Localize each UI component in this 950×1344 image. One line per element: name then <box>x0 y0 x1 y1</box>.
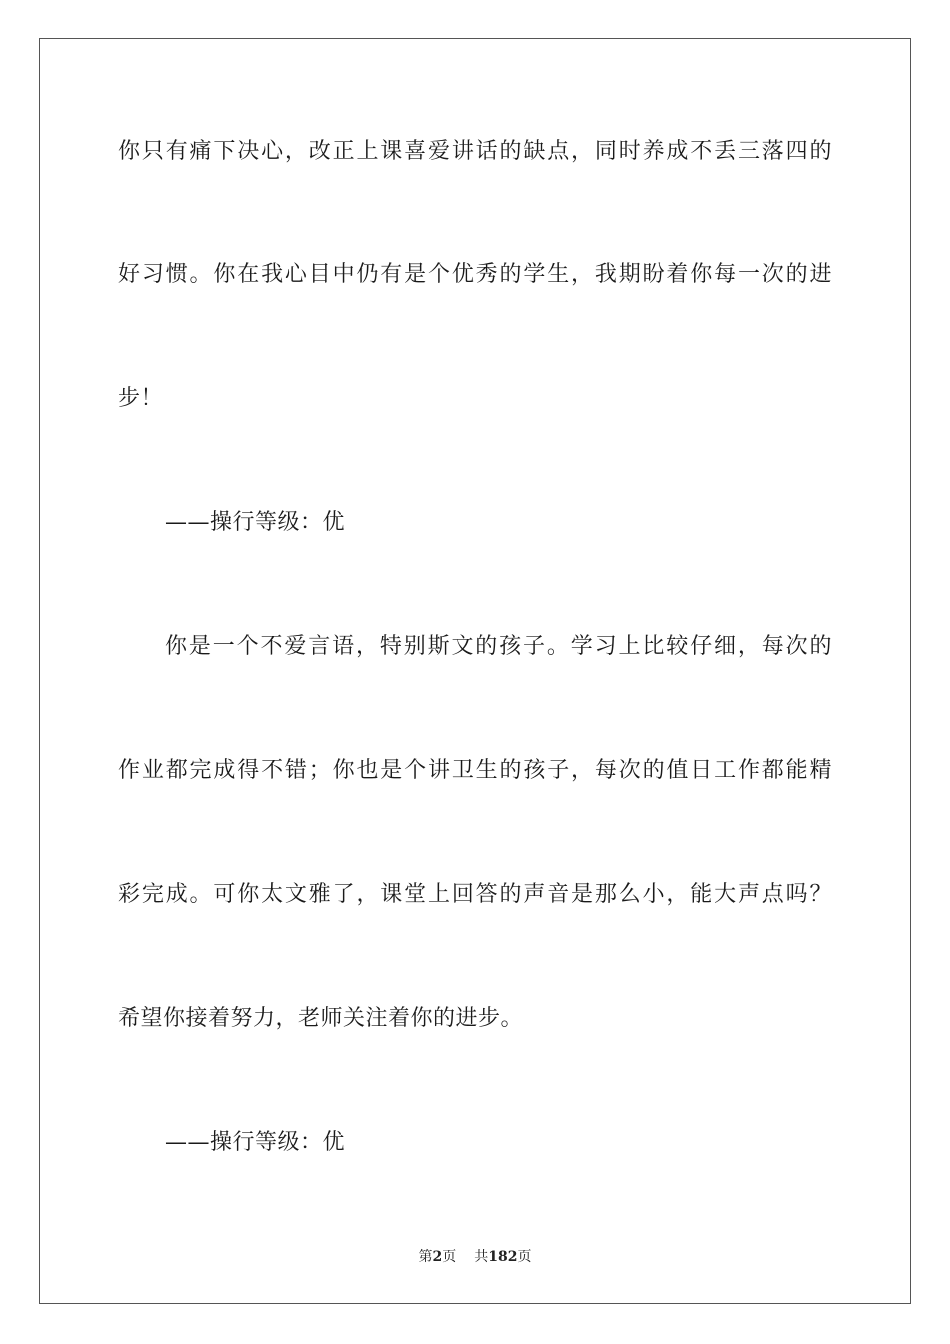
text-line: 作业都完成得不错；你也是个讲卫生的孩子，每次的值日工作都能精 <box>118 758 832 783</box>
conduct-grade-line: ——操行等级：优 <box>165 510 346 535</box>
page-number: 2 <box>432 1249 443 1265</box>
page-suffix: 页 <box>442 1249 457 1265</box>
text-line: 你只有痛下决心，改正上课喜爱讲话的缺点，同时养成不丢三落四的 <box>118 139 832 164</box>
text-line: 你是一个不爱言语，特别斯文的孩子。学习上比较仔细，每次的 <box>165 634 832 659</box>
page-prefix: 第 <box>418 1249 433 1265</box>
text-line: 步！ <box>118 386 164 411</box>
text-line: 希望你接着努力，老师关注着你的进步。 <box>118 1006 524 1031</box>
total-prefix: 共 <box>474 1249 489 1265</box>
text-line: 彩完成。可你太文雅了，课堂上回答的声音是那么小，能大声点吗？ <box>118 882 832 907</box>
total-pages: 182 <box>488 1249 518 1265</box>
page-frame <box>39 38 911 1304</box>
text-line: 好习惯。你在我心目中仍有是个优秀的学生，我期盼着你每一次的进 <box>118 262 832 287</box>
page-footer <box>0 1247 950 1267</box>
conduct-grade-line: ——操行等级：优 <box>165 1130 346 1155</box>
total-suffix: 页 <box>517 1249 532 1265</box>
